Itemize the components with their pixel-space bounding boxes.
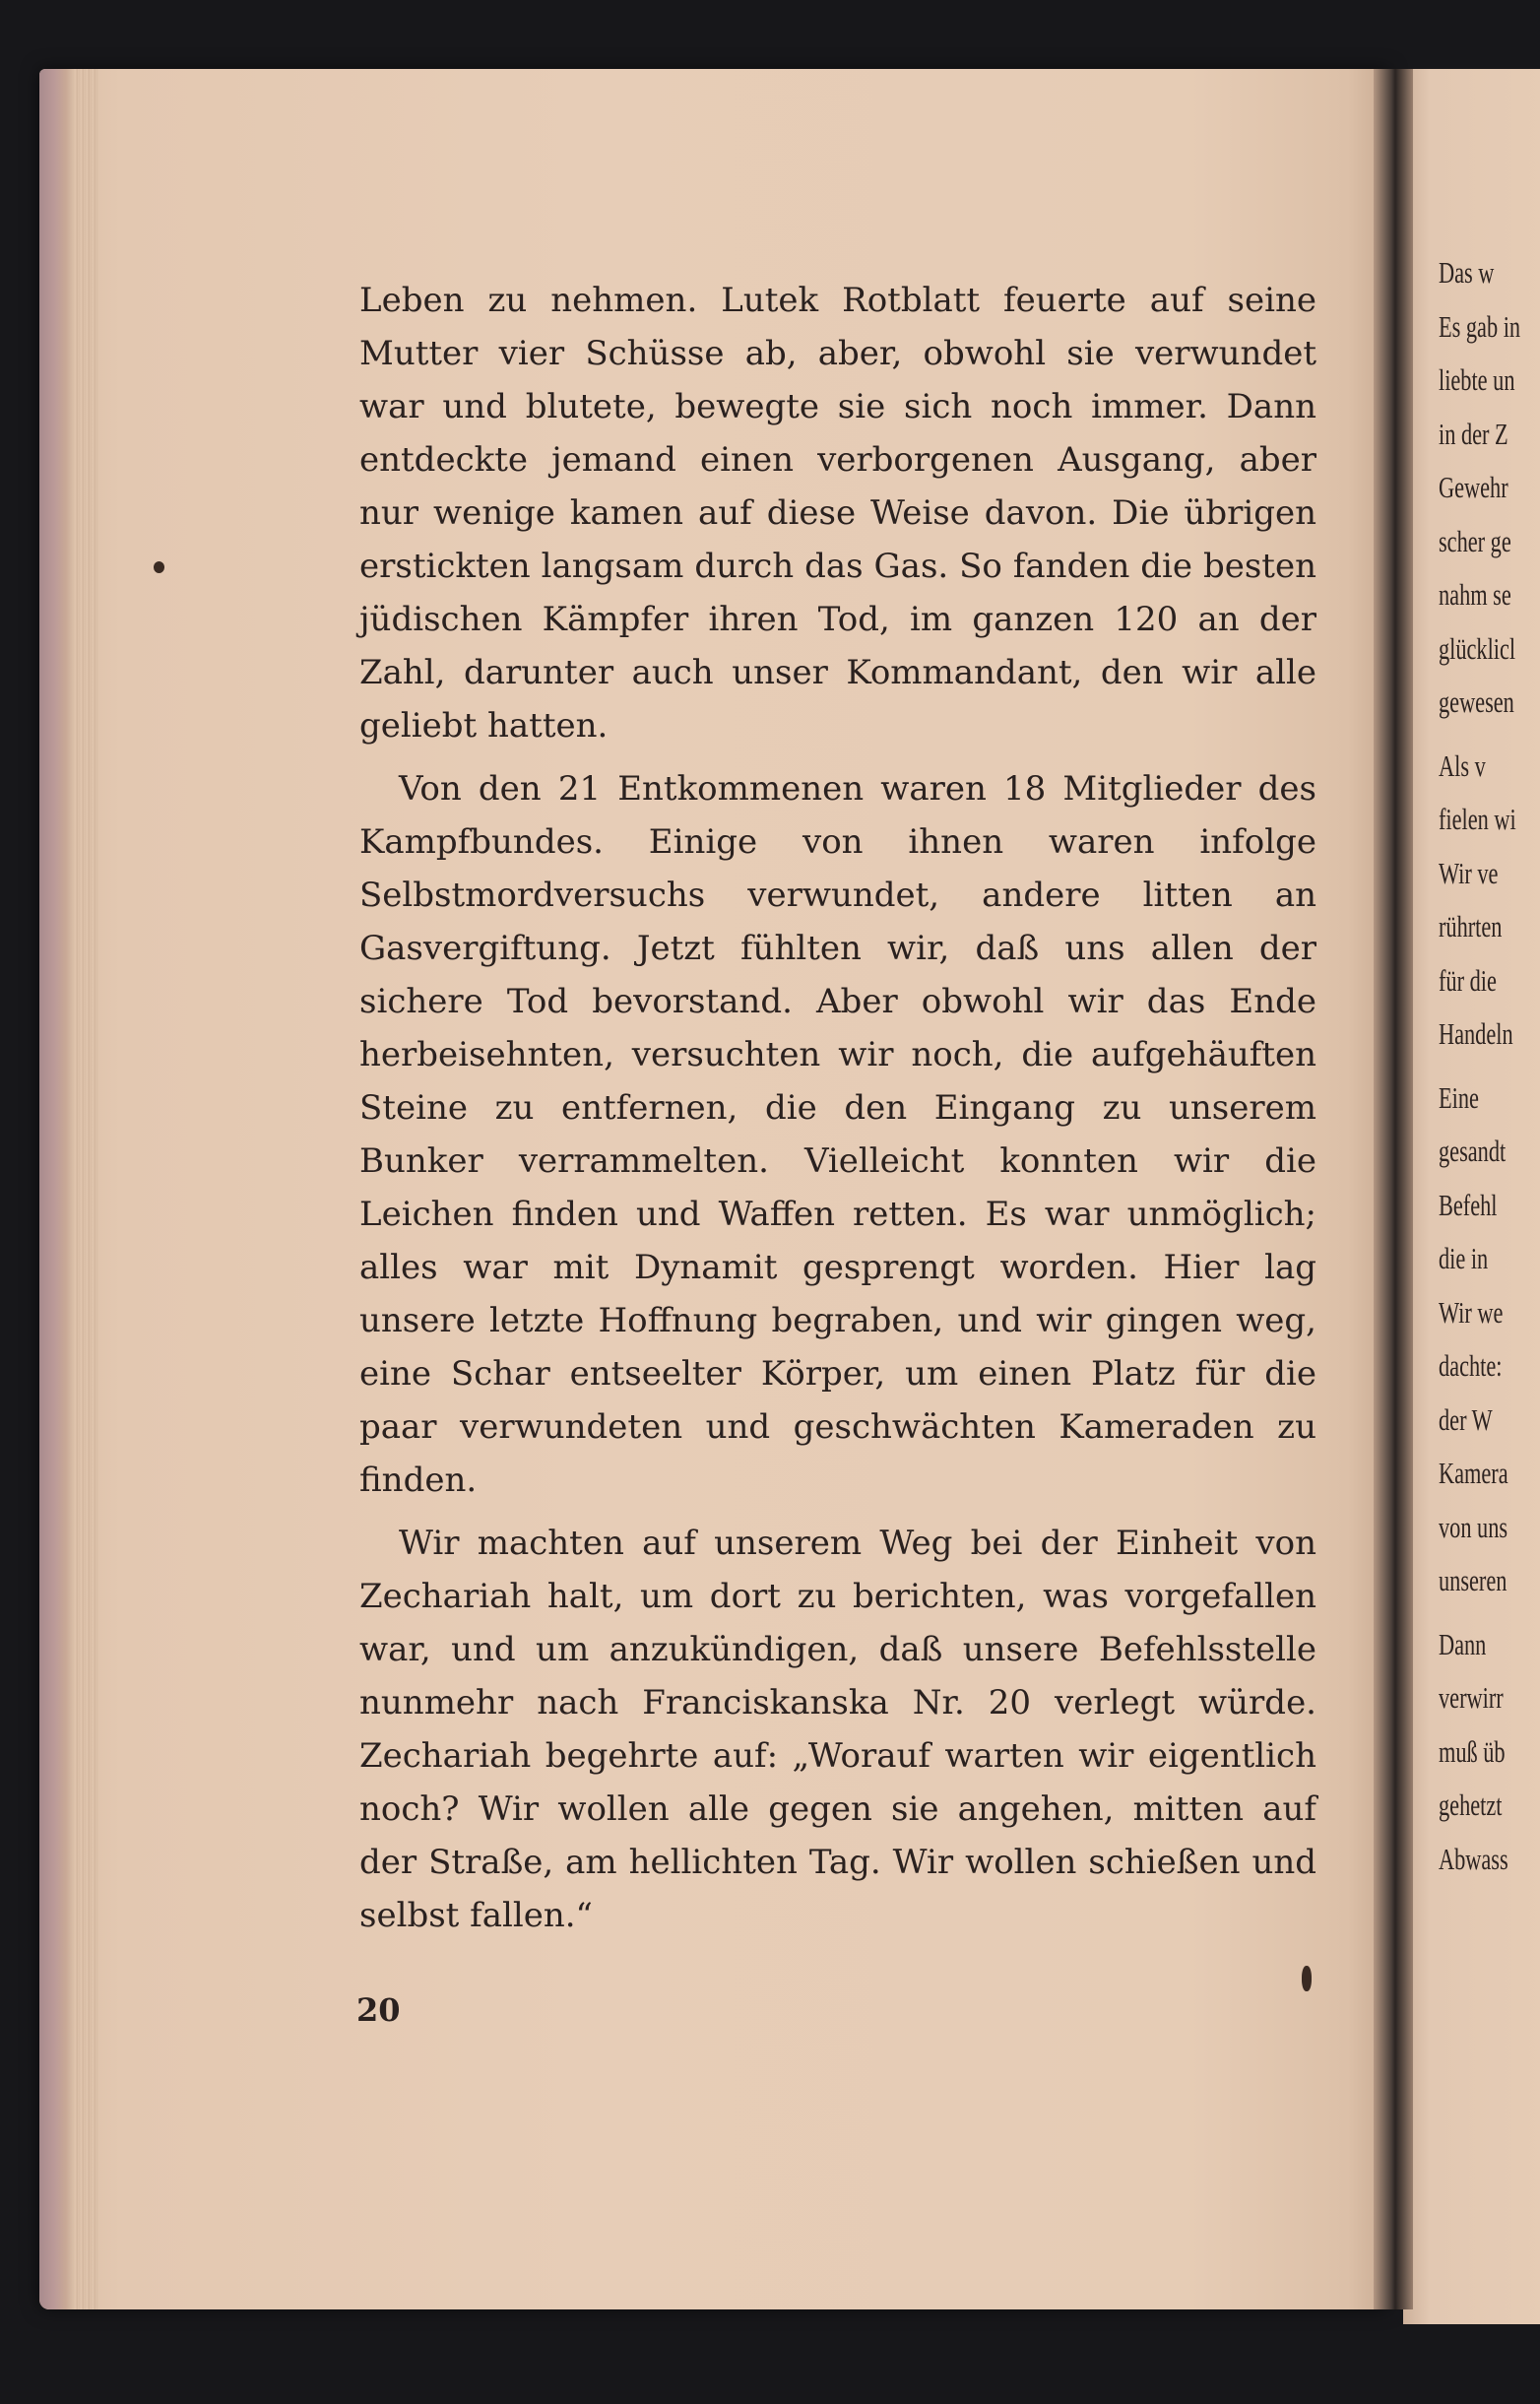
paragraph: Leben zu nehmen. Lutek Rotblatt feuerte auf seine Mutter vier Schüsse ab, aber, obwohl sie verwundet war und blutete, bewegte sie sich noch immer. Dann entdeckte jemand einen verborgenen Ausgang, aber nur wenige kamen auf diese Weise davon. Die übrigen erstickten langsam durch das Gas. So fanden die besten jüdischen Kämpfer ihren Tod, im ganzen 120 an der Zahl, darunter auch unser Kommandant, den wir alle geliebt hatten. — [359, 281, 1316, 746]
text-line: Dann — [1439, 1626, 1487, 1661]
text-line: gewesen — [1439, 684, 1514, 719]
text-line: glücklicl — [1439, 630, 1516, 666]
book-cover-edge — [39, 69, 73, 2309]
book-gutter — [1374, 69, 1413, 2309]
text-line: Gewehr — [1439, 470, 1508, 504]
text-line: nahm se — [1439, 577, 1511, 612]
paper-speck — [154, 561, 164, 573]
paper-speck — [1302, 1966, 1312, 1991]
page-edges — [73, 69, 98, 2309]
text-line: muß üb — [1439, 1733, 1506, 1769]
right-page — [1403, 69, 1540, 2324]
text-line: verwirr — [1439, 1680, 1504, 1715]
text-line: gehetzt — [1439, 1787, 1503, 1822]
text-line: gesandt — [1439, 1134, 1507, 1168]
text-line: dachte: — [1439, 1348, 1503, 1383]
text-line: für die — [1439, 962, 1497, 998]
text-line: Eine — [1439, 1079, 1479, 1115]
text-line: unseren — [1439, 1563, 1508, 1597]
paragraph: Wir machten auf unserem Weg bei der Einheit von Zechariah halt, um dort zu berichten, was vorgefallen war, und um anzukündigen, daß unsere Befehlsstelle nunmehr nach Franciskanska Nr. 20 verlegt würde. Zechariah begehrte auf: „Worauf warten wir eigentlich noch? Wir wollen alle gegen sie angehen, mitten auf der Straße, am hellichten Tag. Wir wollen schießen und selbst fallen.“ — [359, 1524, 1316, 1935]
page-number: 20 — [356, 1991, 401, 2029]
left-page-body-text — [359, 274, 1316, 1952]
text-line: Das w — [1439, 255, 1495, 290]
text-line: Befehl — [1439, 1187, 1498, 1222]
text-line: von uns — [1439, 1509, 1508, 1544]
text-line: in der Z — [1439, 416, 1508, 451]
text-line: Abwass — [1439, 1841, 1508, 1876]
text-line: scher ge — [1439, 523, 1511, 558]
text-line: der W — [1439, 1401, 1493, 1437]
text-line: liebte un — [1439, 362, 1515, 397]
text-line: fielen wi — [1439, 802, 1516, 836]
text-line: die in — [1439, 1241, 1489, 1275]
text-line: Wir we — [1439, 1294, 1504, 1330]
text-line: Handeln — [1439, 1016, 1513, 1051]
text-line: Als v — [1439, 747, 1486, 783]
paragraph: Von den 21 Entkommenen waren 18 Mitglieder des Kampfbundes. Einige von ihnen waren infolge Selbstmordversuchs verwundet, andere litten an Gasvergiftung. Jetzt fühlten wir, daß uns allen der sichere Tod bevorstand. Aber obwohl wir das Ende herbeisehnten, versuchten wir noch, die aufgehäuften Steine zu entfernen, die den Eingang zu unserem Bunker verrammelten. Vielleicht konnten wir die Leichen finden und Waffen retten. Es war unmöglich; alles war mit Dynamit gesprengt worden. Hier lag unsere letzte Hoffnung begraben, und wir gingen weg, eine Schar entseelter Körper, um einen Platz für die paar verwundeten und geschwächten Kameraden zu finden. — [359, 769, 1316, 1500]
text-line: rührten — [1439, 909, 1503, 943]
right-page-text-fragments — [1439, 246, 1520, 1886]
text-line: Kamera — [1439, 1456, 1508, 1490]
text-line: Wir ve — [1439, 855, 1499, 890]
text-line: Es gab in — [1439, 308, 1521, 344]
